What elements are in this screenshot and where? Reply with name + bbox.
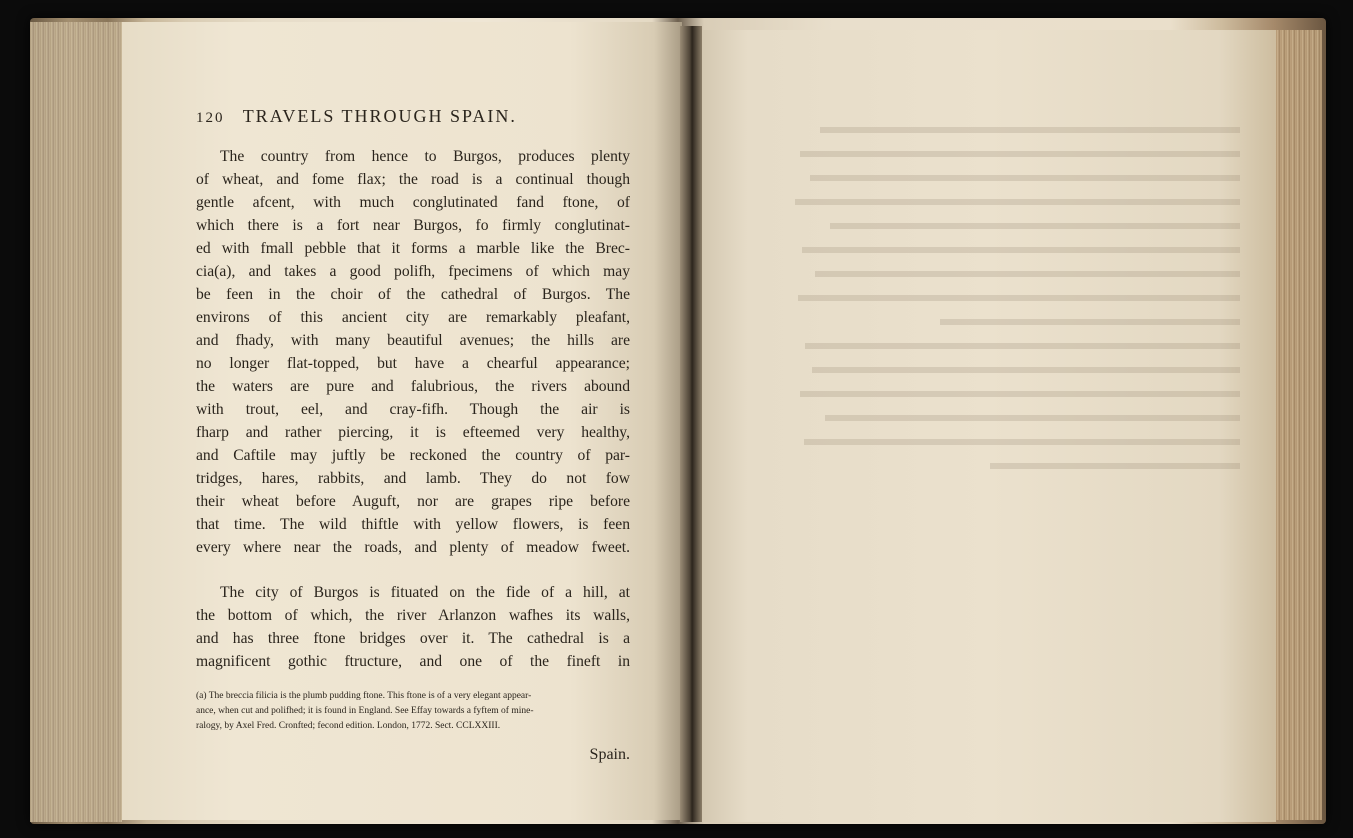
bleed-through-text (770, 118, 1240, 478)
text-line: gentle afcent, with much conglutinated fand ftone, of (196, 194, 630, 211)
paragraph-1 (196, 145, 630, 559)
text-line: the waters are pure and falubrious, the rivers abound (196, 378, 630, 395)
text-line: fharp and rather piercing, it is efteemed very healthy, (196, 424, 630, 441)
text-line: no longer flat-topped, but have a chearful appearance; (196, 355, 630, 372)
text-line: and fhady, with many beautiful avenues; the hills are (196, 332, 630, 349)
footnote-line: ralogy, by Axel Fred. Cronfted; fecond edition. London, 1772. Sect. CCLXXIII. (196, 721, 501, 731)
catchword: Spain. (589, 746, 630, 763)
text-line: cia(a), and takes a good polifh, fpecimens of which may (196, 263, 630, 280)
text-line: The city of Burgos is fituated on the fide of a hill, at (220, 584, 630, 601)
text-line: be feen in the choir of the cathedral of Burgos. The (196, 286, 630, 303)
text-line: with trout, eel, and cray-fifh. Though the air is (196, 401, 630, 418)
running-head-title: TRAVELS THROUGH SPAIN. (242, 106, 517, 126)
page-text-block (196, 106, 630, 764)
text-line: magnificent gothic ftructure, and one of the fineft in (196, 653, 630, 670)
text-line: every where near the roads, and plenty of meadow fweet. (196, 539, 630, 556)
text-line: which there is a fort near Burgos, fo firmly conglutinat- (196, 217, 630, 234)
running-head (196, 106, 630, 127)
page-number: 120 (196, 110, 225, 126)
footnote-line: (a) The breccia filicia is the plumb pudding ftone. This ftone is of a very elegant appear- (196, 691, 532, 701)
text-line: and Caftile may juftly be reckoned the country of par- (196, 447, 630, 464)
left-page-edges (30, 22, 122, 822)
text-line: their wheat before Auguft, nor are grapes ripe before (196, 493, 630, 510)
text-line: that time. The wild thiftle with yellow flowers, is feen (196, 516, 630, 533)
text-line: and has three ftone bridges over it. The cathedral is a (196, 630, 630, 647)
text-line: environs of this ancient city are remarkably pleafant, (196, 309, 630, 326)
text-line: The country from hence to Burgos, produces plenty (220, 148, 630, 165)
footnote (196, 689, 630, 734)
text-line: the bottom of which, the river Arlanzon wafhes its walls, (196, 607, 630, 624)
text-line: ed with fmall pebble that it forms a marble like the Brec- (196, 240, 630, 257)
book-gutter (680, 26, 702, 822)
text-line: tridges, hares, rabbits, and lamb. They do not fow (196, 470, 630, 487)
text-line: of wheat, and fome flax; the road is a continual though (196, 171, 630, 188)
right-page-edges (1276, 30, 1322, 820)
paragraph-2 (196, 581, 630, 673)
footnote-line: ance, when cut and polifhed; it is found in England. See Effay towards a fyftem of mine- (196, 706, 534, 716)
